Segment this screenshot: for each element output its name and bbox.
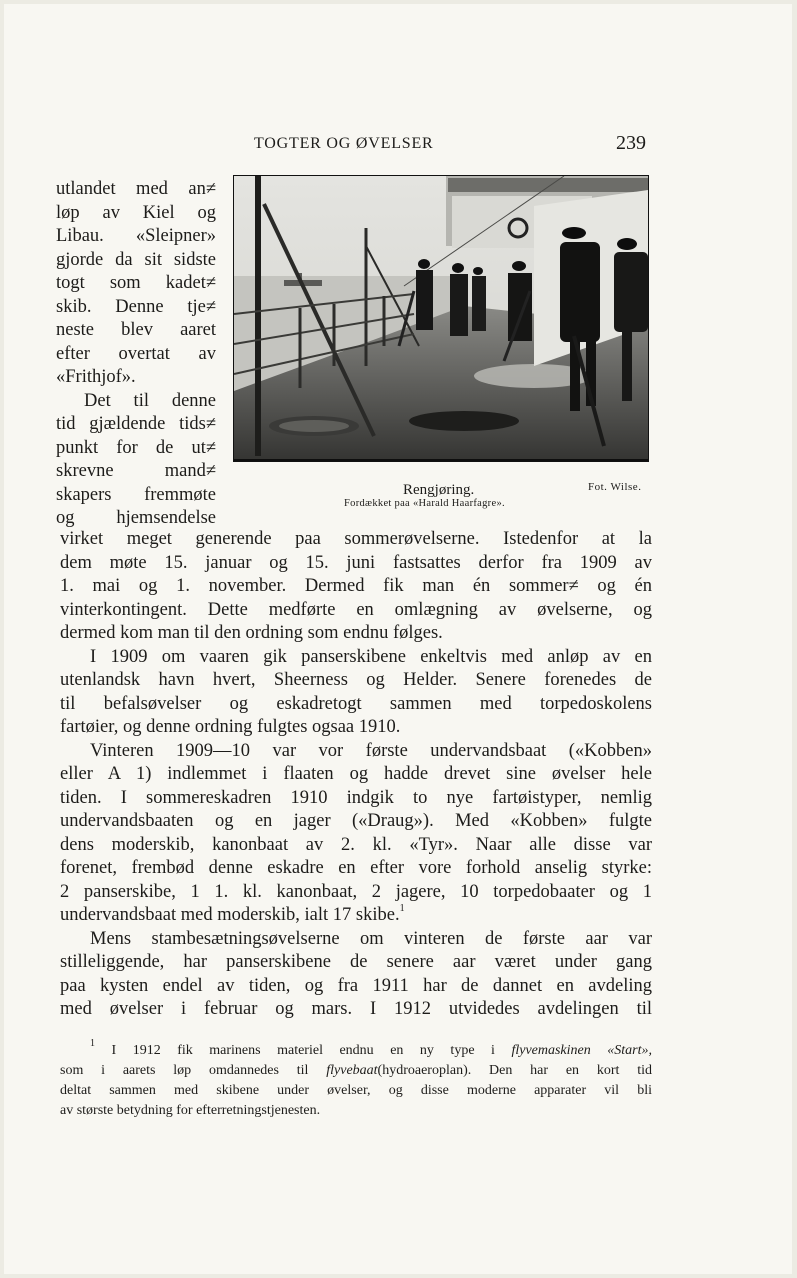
footnote-reference: 1 [399, 902, 405, 914]
text-line: løp av Kiel og [56, 202, 216, 223]
footnote-text: (hydroaeroplan). Den har en kort tid [377, 1063, 652, 1078]
book-page [4, 4, 792, 1274]
text-line: Mens stambesætningsøvelserne om vinteren de første aar var [90, 928, 652, 949]
footnote-italic: flyvebaat [326, 1063, 378, 1078]
text-line-content: undervandsbaat med moderskib, ialt 17 skibe. [60, 905, 400, 925]
text-line: I 1909 om vaaren gik panserskibene enkeltvis med anløp av en [90, 646, 652, 667]
figure-caption-title: Rengjøring. [403, 482, 475, 498]
footnote-text: I 1912 fik marinens materiel endnu en ny type i [111, 1043, 495, 1058]
text-line: efter overtat av [56, 343, 216, 364]
text-line: 1. mai og 1. november. Dermed fik man én sommer≠ og én [60, 576, 652, 596]
page-number: 239 [616, 132, 646, 154]
footnote-italic: flyvemaskinen [511, 1043, 591, 1058]
deck-cleaning-photo [233, 175, 649, 462]
text-line: Det til denne [84, 390, 216, 411]
text-line: forenet, frembød denne eskadre en efter vore forhold anselig styrke: [60, 858, 652, 878]
photo-illustration [234, 176, 648, 461]
text-line: undervandsbaaten og en jager («Draug»). Med «Kobben» fulgte [60, 811, 652, 831]
footnote [60, 1038, 652, 1121]
text-line: 2 panserskibe, 1 1. kl. kanonbaat, 2 jagere, 10 torpedobaater og 1 [60, 881, 652, 902]
text-line: tid gjældende tids≠ [56, 414, 216, 434]
text-line: eller A 1) indlemmet i flaaten og hadde drevet sine øvelser hele [60, 764, 652, 784]
text-line: virket meget generende paa sommerøvelserne. Istedenfor at la [60, 529, 652, 549]
text-line: skapers fremmøte [56, 484, 216, 505]
main-text-column [60, 528, 652, 1022]
photo-credit: Fot. Wilse. [588, 481, 642, 493]
text-line: gjorde da sit sidste [56, 249, 216, 270]
text-line: paa kysten endel av tiden, og fra 1911 har de dannet en avdeling [60, 975, 652, 996]
text-line: Libau. «Sleipner» [56, 226, 216, 246]
text-line: dem møte 15. januar og 15. juni fastsattes derfor fra 1909 av [60, 552, 652, 573]
narrow-text-column [56, 178, 216, 531]
text-line [60, 904, 652, 928]
footnote-line [60, 1038, 652, 1061]
text-line: togt som kadet≠ [56, 273, 216, 293]
text-line: til befalsøvelser og eskadretogt sammen med torpedoskolens [60, 693, 652, 714]
footnote-line: av største betydning for efterretningstjenesten. [60, 1103, 321, 1118]
text-line: «Frithjof». [56, 367, 136, 387]
text-line: tiden. I sommereskadren 1910 indgik to nye fartøistyper, nemlig [60, 787, 652, 808]
text-line: neste blev aaret [56, 320, 216, 340]
text-line: stilleliggende, har panserskibene de senere aar været under gang [60, 952, 652, 972]
text-line: vinterkontingent. Dette medførte en omlægning av øvelserne, og [60, 599, 652, 620]
text-line: Vinteren 1909—10 var vor første undervandsbaat («Kobben» [90, 740, 652, 761]
footnote-line: deltat sammen med skibene under øvelser, og disse moderne apparater vil bli [60, 1083, 652, 1098]
running-title: TOGTER OG ØVELSER [254, 135, 434, 152]
text-line: dens moderskib, kanonbaat av 2. kl. «Tyr». Naar alle disse var [60, 834, 652, 855]
text-line: med øvelser i februar og mars. I 1912 utvidedes avdelingen til [60, 999, 652, 1019]
text-line: skrevne mand≠ [56, 461, 216, 481]
figure-caption-subtitle: Fordækket paa «Harald Haarfagre». [344, 498, 505, 509]
text-line: punkt for de ut≠ [56, 437, 216, 458]
footnote-italic: «Start», [607, 1043, 652, 1058]
text-line: dermed kom man til den ordning som endnu følges. [60, 623, 443, 643]
text-line: og hjemsendelse [56, 508, 216, 528]
footnote-text: som i aarets løp omdannedes til [60, 1063, 309, 1078]
text-line: fartøier, og denne ordning fulgtes ogsaa 1910. [60, 717, 401, 737]
page-header [4, 132, 792, 159]
footnote-line [60, 1061, 652, 1081]
text-line: utlandet med an≠ [56, 179, 216, 199]
footnote-marker: 1 [90, 1038, 95, 1050]
text-line: utenlandsk havn hvert, Sheerness og Helder. Senere forenedes de [60, 670, 652, 690]
text-line: skib. Denne tje≠ [56, 296, 216, 317]
